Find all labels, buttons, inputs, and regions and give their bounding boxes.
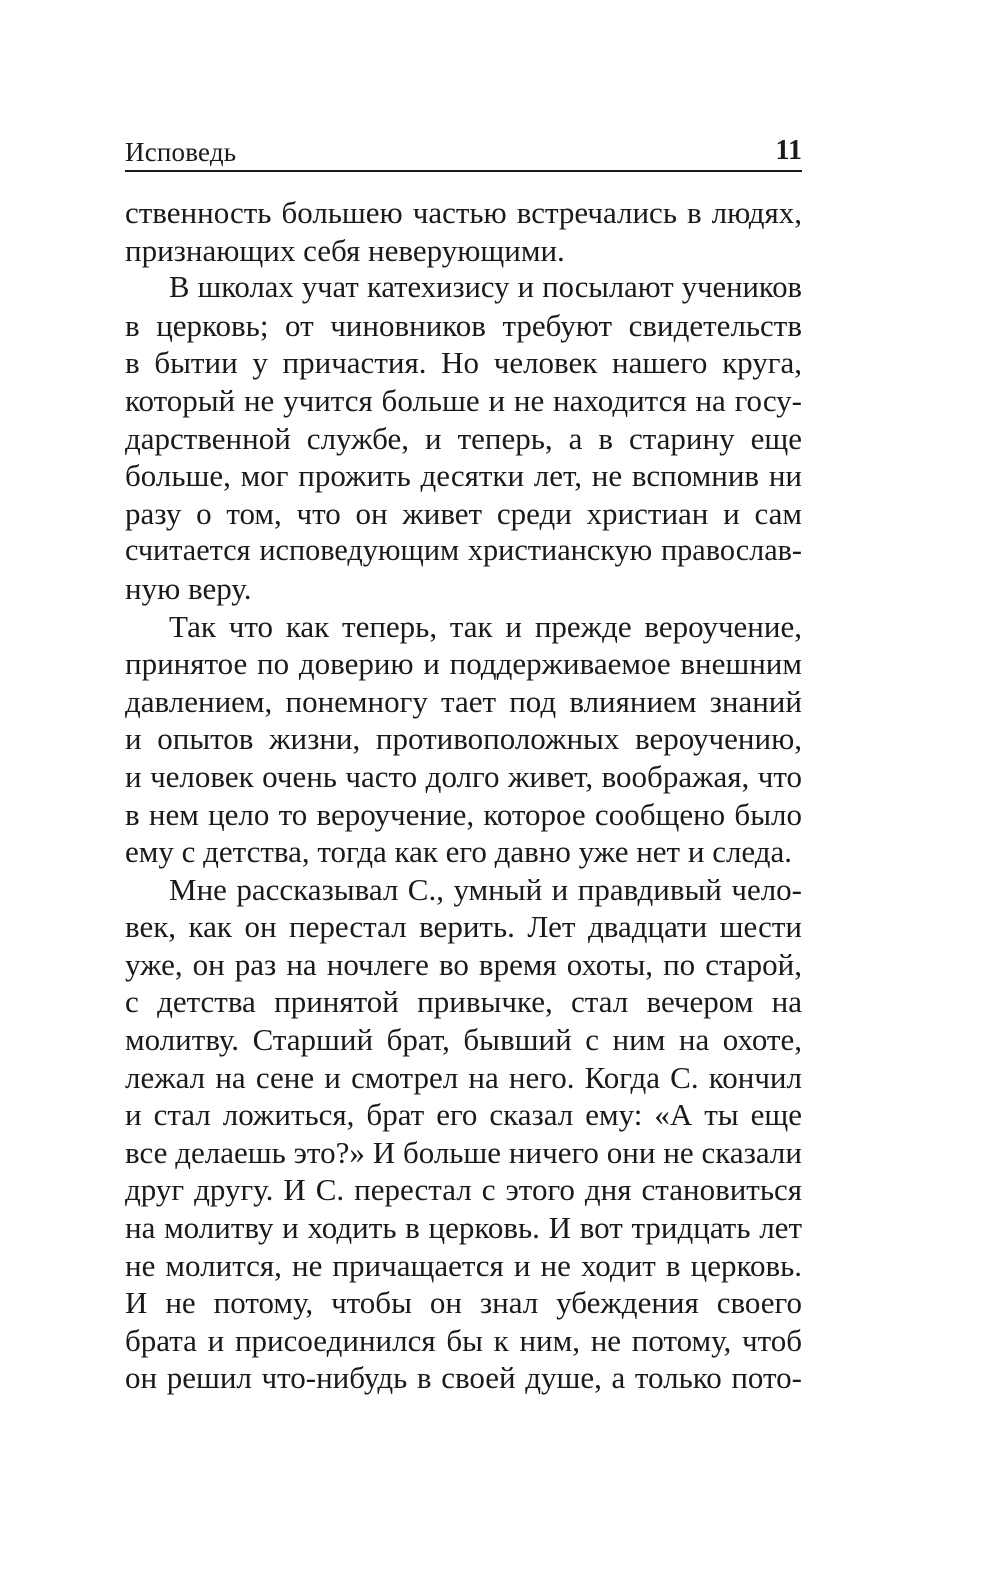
text-line: Мне рассказывал С., умный и правдивый чело- <box>169 871 802 907</box>
text-line: давлением, понемногу тает под влиянием знаний <box>125 683 802 719</box>
text-line: который не учится больше и не находится на госу- <box>125 382 802 418</box>
text-line: ему с детства, тогда как его давно уже нет и следа. <box>125 834 793 870</box>
text-line: Так что как теперь, так и прежде вероучение, <box>169 608 802 644</box>
text-line: дарственной службе, и теперь, а в старину еще <box>125 420 802 456</box>
text-line: в церковь; от чиновников требуют свидетельств <box>125 307 802 343</box>
text-line: друг другу. И С. перестал с этого дня становиться <box>125 1172 802 1208</box>
text-line: не молится, не причащается и не ходит в церковь. <box>125 1247 802 1283</box>
text-line: признающих себя неверующими. <box>125 232 565 268</box>
text-line: больше, мог прожить десятки лет, не вспомнив ни <box>125 458 802 494</box>
text-line: и стал ложиться, брат его сказал ему: «А ты еще <box>125 1097 802 1133</box>
running-header <box>125 130 802 172</box>
text-line: он решил что-нибудь в своей душе, а только пото- <box>125 1360 802 1396</box>
running-title: Исповедь <box>125 137 237 167</box>
text-line: И не потому, чтобы он знал убеждения своего <box>125 1285 802 1321</box>
text-line: считается исповедующим христианскую православ- <box>125 533 802 568</box>
text-line: век, как он перестал верить. Лет двадцати шести <box>125 909 802 945</box>
text-line: принятое по доверию и поддерживаемое внешним <box>125 646 802 682</box>
book-page <box>125 130 802 1397</box>
text-line: в нем цело то вероучение, которое сообщено было <box>125 796 802 832</box>
page-number: 11 <box>775 135 802 166</box>
text-line: В школах учат катехизису и посылают учеников <box>169 270 802 305</box>
text-line: брата и присоединился бы к ним, не потому, чтоб <box>125 1322 802 1358</box>
text-line: уже, он раз на ночлеге во время охоты, по старой, <box>125 946 802 982</box>
text-line: лежал на сене и смотрел на него. Когда С. кончил <box>125 1059 802 1095</box>
body-text <box>125 194 802 1397</box>
text-line: разу о том, что он живет среди христиан и сам <box>125 495 802 531</box>
text-line: и опытов жизни, противоположных вероучению, <box>125 721 802 757</box>
text-line: в бытии у причастия. Но человек нашего круга, <box>125 345 802 381</box>
text-line: ственность большею частью встречались в людях, <box>125 195 802 230</box>
text-line: все делаешь это?» И больше ничего они не сказали <box>125 1134 802 1170</box>
text-line: и человек очень часто долго живет, воображая, что <box>125 758 802 794</box>
text-line: молитву. Старший брат, бывший с ним на охоте, <box>125 1022 802 1058</box>
text-line: с детства принятой привычке, стал вечером на <box>125 984 802 1020</box>
text-line: на молитву и ходить в церковь. И вот тридцать лет <box>125 1210 802 1246</box>
text-line: ную веру. <box>125 570 252 606</box>
